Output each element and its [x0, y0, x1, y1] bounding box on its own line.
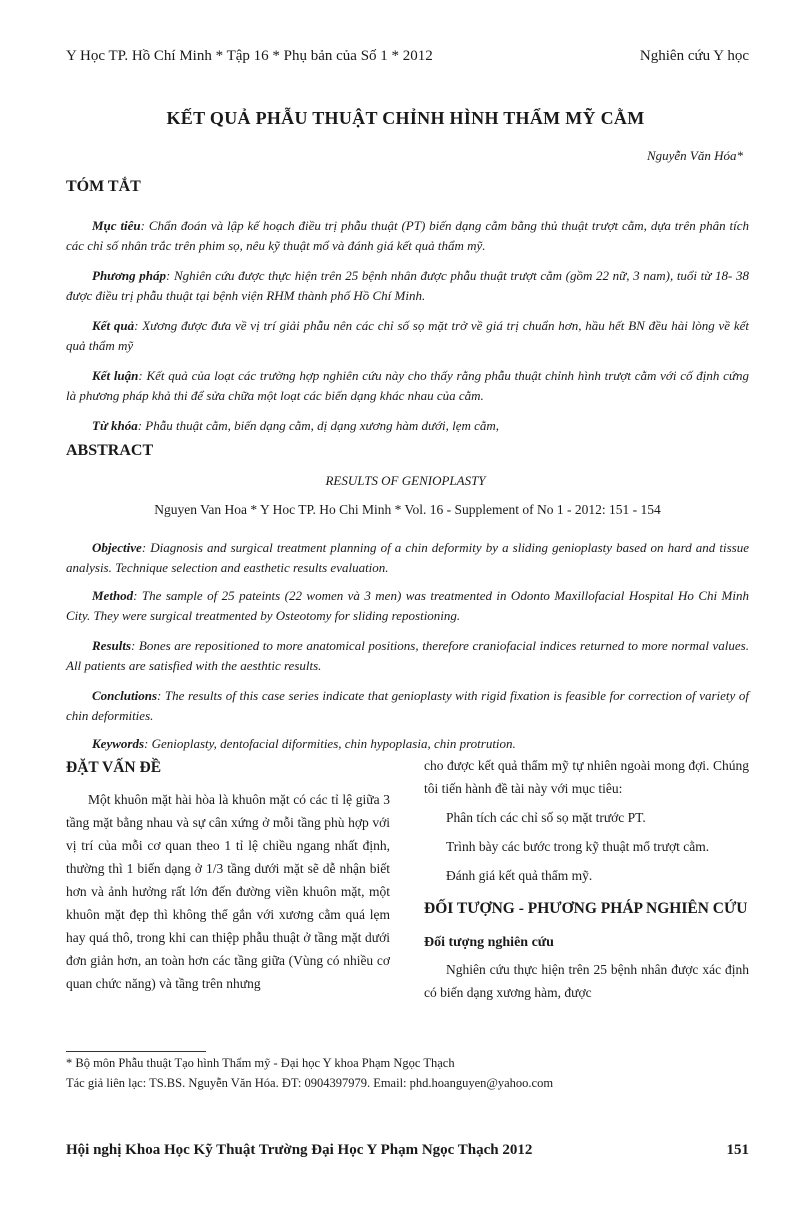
- continued-paragraph: cho được kết quả thẩm mỹ tự nhiên ngoài mong đợi. Chúng tôi tiến hành đề tài này với mục tiêu:: [424, 758, 749, 796]
- keywords-label: Keywords: [92, 736, 144, 751]
- subjects-paragraph: Nghiên cứu thực hiện trên 25 bệnh nhân được xác định có biến dạng xương hàm, được: [424, 962, 749, 1000]
- tu-khoa-text: : Phẫu thuật cằm, biến dạng cằm, dị dạng xương hàm dưới, lẹm cằm,: [137, 418, 500, 433]
- running-header: [66, 48, 749, 65]
- ket-qua-paragraph: [66, 316, 749, 356]
- ket-luan-label: Kết luận: [92, 368, 139, 383]
- page-footer: [66, 1142, 749, 1159]
- muc-tieu-label: Mục tiêu: [92, 218, 141, 233]
- phuong-phap-paragraph: [66, 266, 749, 306]
- ket-luan-paragraph: [66, 366, 749, 406]
- objective-text: : Diagnosis and surgical treatment planning of a chin deformity by a sliding genioplasty based on hard and tissue analysis. Technique selection and easthetic results evaluation.: [66, 540, 749, 575]
- objective-item-2: Trình bày các bước trong kỹ thuật mổ trượt cằm.: [446, 839, 710, 854]
- page-number: 151: [726, 1142, 749, 1158]
- conclusions-label: Conclutions: [92, 688, 158, 703]
- conference-name: Hội nghị Khoa Học Kỹ Thuật Trường Đại Học Y Phạm Ngọc Thạch 2012: [66, 1142, 533, 1158]
- abstract-title: RESULTS OF GENIOPLASTY: [325, 473, 486, 488]
- objective-label: Objective: [92, 540, 142, 555]
- abstract-citation: Nguyen Van Hoa * Y Hoc TP. Ho Chi Minh * Vol. 16 - Supplement of No 1 - 2012: 151 - 154: [154, 502, 661, 517]
- methods-heading: ĐỐI TƯỢNG - PHƯƠNG PHÁP NGHIÊN CỨU: [424, 900, 748, 917]
- footnote-divider: [66, 1051, 206, 1052]
- conclusions-text: : The results of this case series indicate that genioplasty with rigid fixation is feasible for correction of variety of chin deformities.: [66, 688, 749, 723]
- results-label: Results: [92, 638, 132, 653]
- journal-citation-header: Y Học TP. Hồ Chí Minh * Tập 16 * Phụ bản của Số 1 * 2012: [66, 48, 433, 64]
- left-column: [66, 756, 390, 995]
- ket-qua-text: : Xương được đưa về vị trí giải phẫu nên các chỉ số sọ mặt trở về giá trị chuẩn hơn, hầu hết BN đều hài lòng về kết quả thẩm mỹ: [66, 318, 749, 353]
- method-label: Method: [92, 588, 134, 603]
- right-column: [424, 754, 749, 1004]
- tu-khoa-label: Từ khóa: [92, 418, 138, 433]
- article-title: KẾT QUẢ PHẪU THUẬT CHỈNH HÌNH THẨM MỸ CẰM: [166, 108, 645, 128]
- section-label: Nghiên cứu Y học: [639, 48, 749, 64]
- ket-luan-text: : Kết quả của loạt các trường hợp nghiên cứu này cho thấy rằng phẫu thuật chỉnh hình trượt cằm với cố định cứng là phương pháp khả thi để sửa chữa một loạt các biến dạng khác nhau của cằm.: [66, 368, 749, 403]
- tu-khoa-paragraph: [66, 416, 749, 436]
- phuong-phap-text: : Nghiên cứu được thực hiện trên 25 bệnh nhân được phẫu thuật trượt cằm (gồm 22 nữ, 3 nam), tuổi từ 18- 38 được điều trị phẫu thuật tại bệnh viện RHM thành phố Hồ Chí Minh.: [66, 268, 749, 303]
- muc-tieu-text: : Chẩn đoán và lập kế hoạch điều trị phẫu thuật (PT) biến dạng cằm bằng thủ thuật trượt cằm, dựa trên phân tích các chỉ số nhân trắc trên phim sọ, nêu kỹ thuật mổ và đánh giá kết quả thẩm mỹ.: [66, 218, 749, 253]
- author-name: Nguyễn Văn Hóa*: [646, 148, 743, 163]
- ket-qua-label: Kết quả: [92, 318, 135, 333]
- objective-item-3: Đánh giá kết quả thẩm mỹ.: [446, 868, 593, 883]
- affiliation-footnote: * Bộ môn Phẫu thuật Tạo hình Thẩm mỹ - Đại học Y khoa Phạm Ngọc Thạch: [66, 1056, 455, 1070]
- keywords-paragraph: [66, 734, 749, 754]
- muc-tieu-paragraph: [66, 216, 749, 256]
- dat-van-de-heading: ĐẶT VẤN ĐỀ: [66, 759, 162, 776]
- results-paragraph: [66, 636, 749, 676]
- abstract-heading: ABSTRACT: [66, 442, 154, 459]
- dat-van-de-paragraph: Một khuôn mặt hài hòa là khuôn mặt có các tỉ lệ giữa 3 tầng mặt bằng nhau và sự cân xứng ở mỗi tầng phù hợp với vị trí của mỗi cơ quan theo 1 tỉ lệ chiều ngang nhất định, thường thì 1 biến dạng ở 1/3 tầng dưới mặt sẽ dễ nhận biết hơn và ảnh hưởng rất lớn đến đường viền khuôn mặt, một khuôn mặt đẹp thì không thể gắn với xương cằm quá lẹm hay quá thô, trong khi can thiệp phẫu thuật ở tầng mặt dưới đơn giản hơn, an toàn hơn các tầng giữa (Vùng có nhiều cơ quan chức năng) và tầng trên nhưng: [66, 792, 390, 991]
- objective-paragraph: [66, 538, 749, 578]
- method-text: : The sample of 25 pateints (22 women và 3 men) was treatmented in Odonto Maxillofacial Hospital Ho Chi Minh City. They were surgical treatmented by Osteotomy for sliding repostioning.: [66, 588, 749, 623]
- tom-tat-heading: TÓM TẮT: [66, 178, 141, 195]
- phuong-phap-label: Phương pháp: [92, 268, 167, 283]
- conclusions-paragraph: [66, 686, 749, 726]
- objective-item-1: Phân tích các chỉ số sọ mặt trước PT.: [446, 810, 646, 825]
- results-text: : Bones are repositioned to more anatomical positions, therefore craniofacial indices returned to more normal values. All patients are satisfied with the aesthtic results.: [66, 638, 749, 673]
- keywords-text: : Genioplasty, dentofacial diformities, chin hypoplasia, chin protrution.: [144, 736, 516, 751]
- subjects-heading: Đối tượng nghiên cứu: [424, 935, 554, 950]
- contact-footnote: Tác giả liên lạc: TS.BS. Nguyễn Văn Hóa. ĐT: 0904397979. Email: phd.hoanguyen@yahoo.com: [66, 1076, 554, 1090]
- method-paragraph: [66, 586, 749, 626]
